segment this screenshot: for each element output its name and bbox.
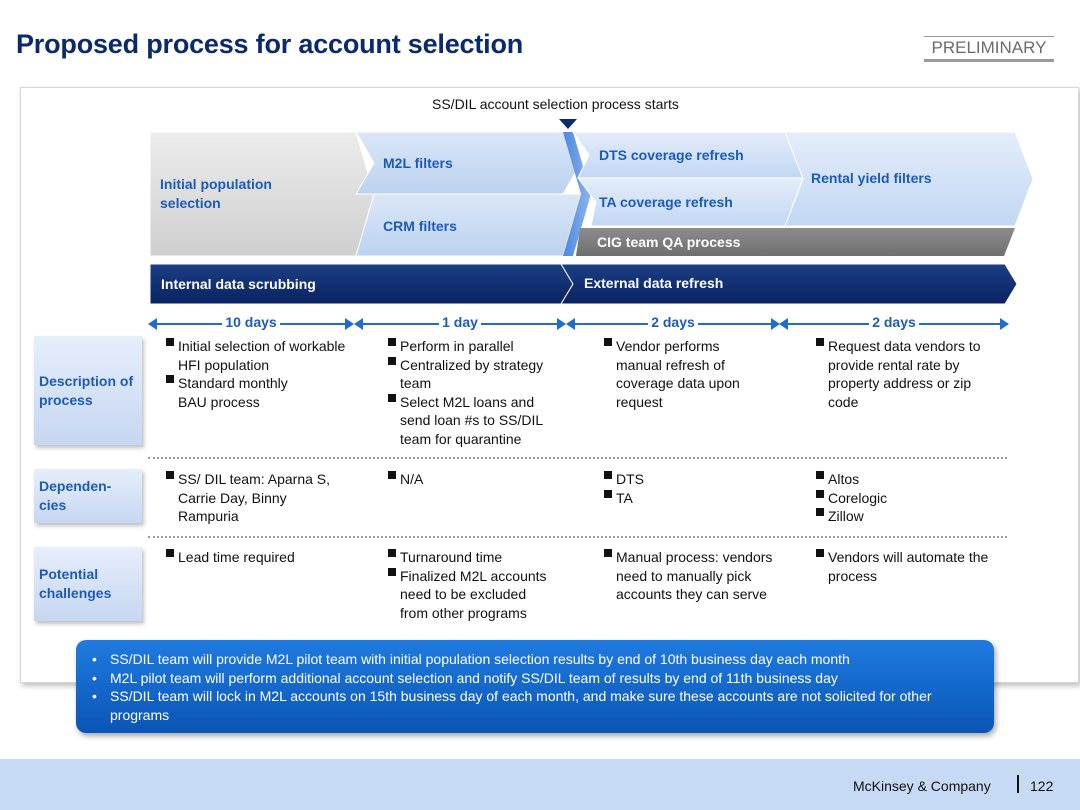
- list-item: Initial selection of workable HFI population: [165, 337, 350, 374]
- list-item: Select M2L loans and send loan #s to SS/DIL team for quarantine: [387, 393, 559, 449]
- list-item: Zillow: [815, 507, 1000, 526]
- label-initial-population: Initial population selection: [160, 176, 272, 211]
- label-cig-qa: CIG team QA process: [597, 234, 741, 250]
- row-divider: [148, 457, 1007, 459]
- duration-10-days: 10 days: [150, 314, 352, 332]
- page-title: Proposed process for account selection: [16, 29, 524, 59]
- list-item: Corelogic: [815, 489, 1000, 508]
- list-item: Lead time required: [165, 548, 345, 567]
- row-label-challenges: Potential challenges: [34, 547, 142, 621]
- duration-2-days-dts: 2 days: [568, 314, 778, 332]
- label-m2l-filters: M2L filters: [383, 155, 453, 171]
- label-rental-yield: Rental yield filters: [811, 170, 932, 186]
- description-col-1: [165, 337, 350, 411]
- label-dts-refresh: DTS coverage refresh: [599, 147, 744, 163]
- list-item: Altos: [815, 470, 1000, 489]
- list-item: Vendors will automate the process: [815, 548, 1010, 585]
- list-item: TA: [603, 489, 763, 508]
- row-label-description: Description of process: [34, 336, 142, 445]
- dependencies-col-2: [387, 470, 557, 489]
- label-internal-scrubbing: Internal data scrubbing: [161, 276, 316, 292]
- label-ta-refresh: TA coverage refresh: [599, 194, 733, 210]
- key-takeaways-callout: [76, 640, 994, 733]
- description-col-3: [603, 337, 763, 411]
- list-item: Finalized M2L accounts need to be excluded from other programs: [387, 567, 552, 623]
- challenges-col-2: [387, 548, 557, 622]
- dependencies-col-1: [165, 470, 345, 526]
- list-item: SS/ DIL team: Aparna S, Carrie Day, Binny Rampuria: [165, 470, 333, 526]
- process-flow-diagram: [0, 0, 1080, 310]
- list-item: Vendor performs manual refresh of coverage data upon request: [603, 337, 763, 411]
- description-col-2: [387, 337, 567, 448]
- label-crm-filters: CRM filters: [383, 218, 457, 234]
- label-external-refresh: External data refresh: [584, 275, 724, 291]
- page-number: 122: [1030, 778, 1054, 794]
- list-item: Perform in parallel: [387, 337, 567, 356]
- row-label-dependencies: Dependen- cies: [34, 469, 142, 523]
- challenges-col-3: [603, 548, 783, 604]
- callout-item: • M2L pilot team will perform additional account selection and notify SS/DIL team of results by end of 11th business day: [88, 669, 978, 688]
- list-item: Request data vendors to provide rental rate by property address or zip code: [815, 337, 1000, 411]
- row-divider: [148, 536, 1007, 538]
- footer-brand: McKinsey & Company: [853, 778, 991, 794]
- list-item: Standard monthly BAU process: [165, 374, 315, 411]
- duration-1-day: 1 day: [356, 314, 564, 332]
- challenges-col-4: [815, 548, 1010, 585]
- process-start-label: SS/DIL account selection process starts: [432, 96, 679, 112]
- challenges-col-1: [165, 548, 345, 567]
- list-item: DTS: [603, 470, 763, 489]
- footer-bar: [0, 759, 1080, 810]
- list-item: Centralized by strategy team: [387, 356, 567, 393]
- list-item: Manual process: vendors need to manually pick accounts they can serve: [603, 548, 778, 604]
- callout-item: • SS/DIL team will provide M2L pilot team with initial population selection results by end of 10th business day each month: [88, 650, 978, 669]
- duration-2-days-rental: 2 days: [781, 314, 1007, 332]
- list-item: Turnaround time: [387, 548, 557, 567]
- preliminary-tag: PRELIMINARY: [924, 36, 1054, 62]
- dependencies-col-3: [603, 470, 763, 507]
- description-col-4: [815, 337, 1000, 411]
- footer-separator: [1017, 775, 1019, 793]
- dependencies-col-4: [815, 470, 1000, 526]
- list-item: N/A: [387, 470, 557, 489]
- callout-item: • SS/DIL team will lock in M2L accounts on 15th business day of each month, and make sure these accounts are not solicited for other programs: [88, 687, 978, 724]
